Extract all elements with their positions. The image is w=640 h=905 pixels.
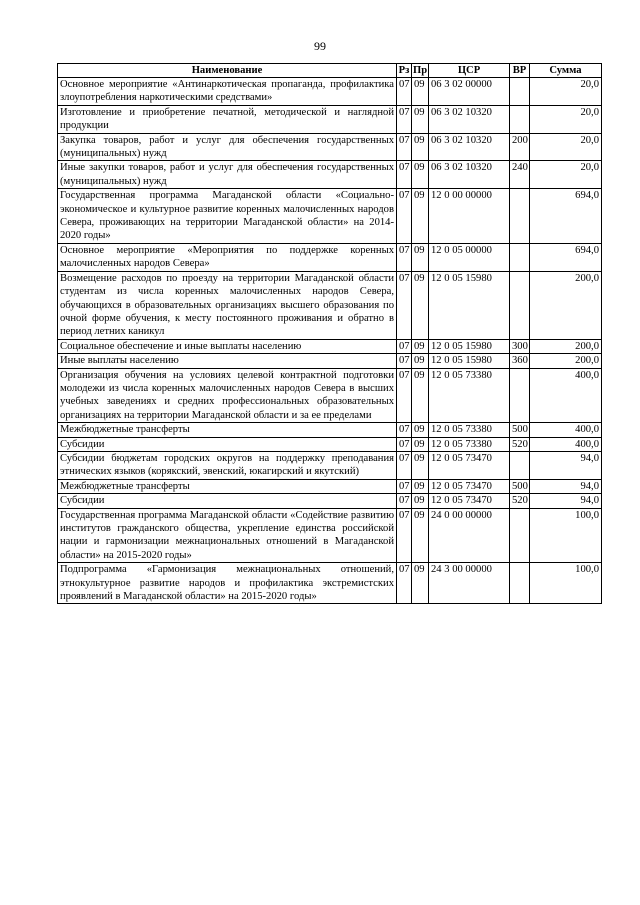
cell-rz: 07 [397, 354, 412, 368]
cell-csr: 06 3 02 10320 [429, 105, 510, 133]
cell-rz: 07 [397, 508, 412, 563]
budget-table [57, 63, 602, 604]
cell-name: Основное мероприятие «Антинаркотическая пропаганда, профилактика злоупотребления наркотическими средствами» [58, 78, 397, 106]
table-row [58, 271, 602, 339]
table-row [58, 78, 602, 106]
cell-vr [510, 105, 530, 133]
table-row [58, 451, 602, 479]
cell-sum: 94,0 [530, 451, 602, 479]
cell-pr: 09 [412, 78, 429, 106]
header-name: Наименование [58, 64, 397, 78]
cell-pr: 09 [412, 243, 429, 271]
cell-sum: 200,0 [530, 354, 602, 368]
cell-sum: 20,0 [530, 133, 602, 161]
cell-csr: 24 0 00 00000 [429, 508, 510, 563]
cell-rz: 07 [397, 563, 412, 604]
cell-sum: 94,0 [530, 494, 602, 508]
cell-csr: 12 0 05 73470 [429, 494, 510, 508]
cell-rz: 07 [397, 437, 412, 451]
cell-sum: 20,0 [530, 161, 602, 189]
header-vr: ВР [510, 64, 530, 78]
cell-sum: 94,0 [530, 479, 602, 493]
cell-vr: 360 [510, 354, 530, 368]
cell-name: Возмещение расходов по проезду на территории Магаданской области студентам из числа коренных малочисленных народов Севера, обучающихся в образовательных организациях высшего образования по очной форме обучения, к месту постоянного проживания и обратно в период летних каникул [58, 271, 397, 339]
cell-vr [510, 508, 530, 563]
cell-pr: 09 [412, 354, 429, 368]
cell-name: Субсидии [58, 494, 397, 508]
cell-pr: 09 [412, 451, 429, 479]
cell-rz: 07 [397, 368, 412, 423]
cell-sum: 400,0 [530, 437, 602, 451]
cell-rz: 07 [397, 133, 412, 161]
cell-sum: 694,0 [530, 189, 602, 244]
cell-vr: 240 [510, 161, 530, 189]
cell-name: Основное мероприятие «Мероприятия по поддержке коренных малочисленных народов Севера» [58, 243, 397, 271]
cell-pr: 09 [412, 105, 429, 133]
cell-csr: 12 0 00 00000 [429, 189, 510, 244]
cell-pr: 09 [412, 339, 429, 353]
table-row [58, 133, 602, 161]
cell-csr: 06 3 02 10320 [429, 133, 510, 161]
cell-pr: 09 [412, 133, 429, 161]
table-row [58, 354, 602, 368]
cell-sum: 400,0 [530, 423, 602, 437]
cell-vr: 200 [510, 133, 530, 161]
cell-csr: 24 3 00 00000 [429, 563, 510, 604]
cell-vr [510, 271, 530, 339]
cell-name: Межбюджетные трансферты [58, 423, 397, 437]
cell-sum: 200,0 [530, 339, 602, 353]
table-row [58, 243, 602, 271]
cell-rz: 07 [397, 271, 412, 339]
cell-pr: 09 [412, 161, 429, 189]
cell-vr [510, 451, 530, 479]
cell-name: Иные выплаты населению [58, 354, 397, 368]
table-row [58, 189, 602, 244]
cell-rz: 07 [397, 339, 412, 353]
cell-csr: 12 0 05 15980 [429, 354, 510, 368]
cell-name: Изготовление и приобретение печатной, методической и наглядной продукции [58, 105, 397, 133]
table-row [58, 105, 602, 133]
cell-pr: 09 [412, 368, 429, 423]
table-row [58, 563, 602, 604]
cell-pr: 09 [412, 271, 429, 339]
cell-rz: 07 [397, 243, 412, 271]
cell-vr: 520 [510, 494, 530, 508]
header-rz: Рз [397, 64, 412, 78]
cell-csr: 12 0 05 73380 [429, 437, 510, 451]
cell-pr: 09 [412, 479, 429, 493]
cell-sum: 20,0 [530, 105, 602, 133]
cell-vr: 300 [510, 339, 530, 353]
cell-sum: 694,0 [530, 243, 602, 271]
cell-name: Субсидии бюджетам городских округов на поддержку преподавания этнических языков (корякский, эвенский, юкагирский и якутский) [58, 451, 397, 479]
cell-csr: 12 0 05 73380 [429, 368, 510, 423]
cell-sum: 100,0 [530, 563, 602, 604]
cell-pr: 09 [412, 563, 429, 604]
cell-name: Субсидии [58, 437, 397, 451]
cell-pr: 09 [412, 423, 429, 437]
cell-name: Государственная программа Магаданской области «Содействие развитию институтов гражданского общества, укрепление единства российской нации и гармонизации межнациональных отношений в Магаданской области» на 2015-2020 годы» [58, 508, 397, 563]
cell-csr: 06 3 02 00000 [429, 78, 510, 106]
cell-rz: 07 [397, 451, 412, 479]
cell-vr [510, 368, 530, 423]
cell-pr: 09 [412, 494, 429, 508]
cell-vr: 500 [510, 479, 530, 493]
table-row [58, 479, 602, 493]
cell-csr: 12 0 05 73470 [429, 451, 510, 479]
cell-vr [510, 78, 530, 106]
table-row [58, 161, 602, 189]
table-row [58, 423, 602, 437]
cell-csr: 12 0 05 73380 [429, 423, 510, 437]
cell-vr [510, 243, 530, 271]
header-sum: Сумма [530, 64, 602, 78]
header-csr: ЦСР [429, 64, 510, 78]
cell-vr [510, 563, 530, 604]
table-header-row [58, 64, 602, 78]
table-row [58, 494, 602, 508]
cell-rz: 07 [397, 161, 412, 189]
cell-sum: 100,0 [530, 508, 602, 563]
cell-sum: 20,0 [530, 78, 602, 106]
header-pr: Пр [413, 65, 428, 76]
page-number: 99 [314, 39, 326, 53]
cell-csr: 06 3 02 10320 [429, 161, 510, 189]
cell-vr [510, 189, 530, 244]
cell-sum: 400,0 [530, 368, 602, 423]
cell-pr: 09 [412, 508, 429, 563]
cell-rz: 07 [397, 189, 412, 244]
cell-name: Организация обучения на условиях целевой контрактной подготовки молодежи из числа коренных малочисленных народов Севера в высших учебных заведениях и средних профессиональных образовательных организациях на территории Магаданской области и за ее пределами [58, 368, 397, 423]
cell-name: Подпрограмма «Гармонизация межнациональных отношений, этнокультурное развитие народов и профилактика экстремистских проявлений в Магаданской области» на 2015-2020 годы» [58, 563, 397, 604]
cell-rz: 07 [397, 494, 412, 508]
cell-csr: 12 0 05 73470 [429, 479, 510, 493]
cell-csr: 12 0 05 15980 [429, 339, 510, 353]
cell-name: Государственная программа Магаданской области «Социально-экономическое и культурное развитие коренных малочисленных народов Севера, проживающих на территории Магаданской области» на 2014-2020 годы» [58, 189, 397, 244]
cell-pr: 09 [412, 437, 429, 451]
table-row [58, 437, 602, 451]
table-row [58, 368, 602, 423]
cell-pr: 09 [412, 189, 429, 244]
cell-csr: 12 0 05 00000 [429, 243, 510, 271]
cell-name: Межбюджетные трансферты [58, 479, 397, 493]
cell-name: Социальное обеспечение и иные выплаты населению [58, 339, 397, 353]
cell-rz: 07 [397, 479, 412, 493]
cell-rz: 07 [397, 78, 412, 106]
cell-vr: 500 [510, 423, 530, 437]
table-row [58, 339, 602, 353]
cell-csr: 12 0 05 15980 [429, 271, 510, 339]
table-row [58, 508, 602, 563]
cell-rz: 07 [397, 105, 412, 133]
cell-vr: 520 [510, 437, 530, 451]
cell-rz: 07 [397, 423, 412, 437]
cell-sum: 200,0 [530, 271, 602, 339]
cell-name: Закупка товаров, работ и услуг для обеспечения государственных (муниципальных) нужд [58, 133, 397, 161]
cell-name: Иные закупки товаров, работ и услуг для обеспечения государственных (муниципальных) нужд [58, 161, 397, 189]
